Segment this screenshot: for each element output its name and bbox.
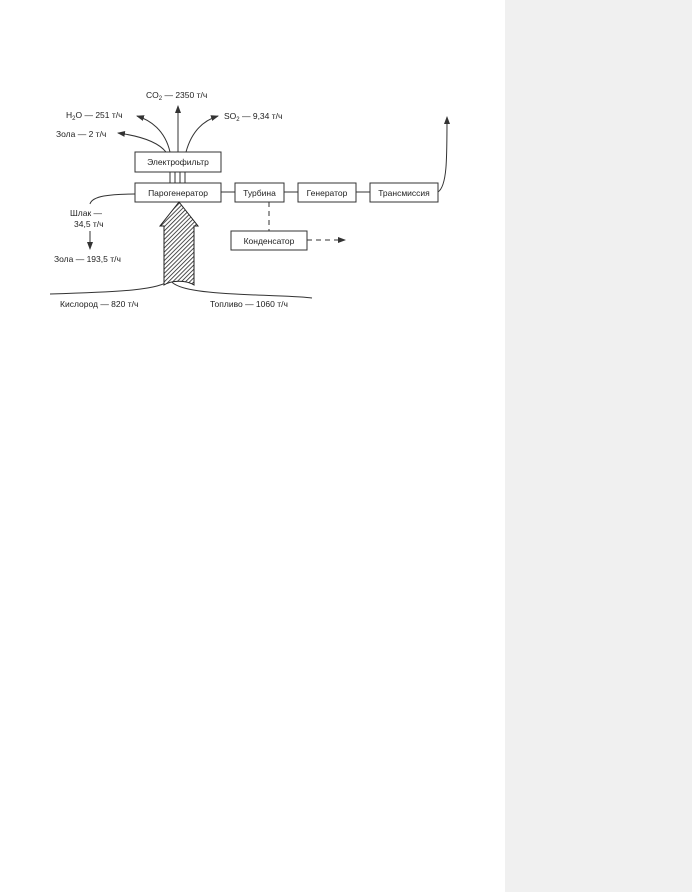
electrofilter-label: Электрофильтр — [147, 157, 209, 167]
ash-bottom-label: Зола — 193,5 т/ч — [54, 254, 121, 264]
turbine-label: Турбина — [243, 188, 276, 198]
steam-generator-label: Парогенератор — [148, 188, 208, 198]
co2-label: $CO_2$ — 2350 т/ч — [146, 90, 208, 102]
fuel-oxygen-input-arrow — [160, 202, 198, 285]
fuel-label: Топливо — 1060 т/ч — [210, 299, 288, 309]
so2-label: $SO_2$ — 9,34 т/ч — [224, 111, 283, 123]
right-sidebar-panel — [505, 0, 692, 892]
h2o-arrow — [137, 116, 170, 152]
transmission-label: Трансмиссия — [378, 188, 430, 198]
slag-label-line2: 34,5 т/ч — [74, 219, 104, 229]
h2o-label: $H_2O$ — 251 т/ч — [66, 110, 123, 122]
condenser-label: Конденсатор — [243, 236, 295, 246]
generator-label: Генератор — [306, 188, 348, 198]
slag-curve — [90, 194, 135, 204]
so2-arrow — [186, 116, 218, 152]
oxygen-label: Кислород — 820 т/ч — [60, 299, 139, 309]
slag-label-line1: Шлак — — [70, 208, 103, 218]
transmission-output-arrow — [438, 117, 447, 192]
ash-top-arrow — [118, 133, 166, 152]
ground-line — [50, 280, 312, 298]
ash-top-label: Зола — 2 т/ч — [56, 129, 107, 139]
